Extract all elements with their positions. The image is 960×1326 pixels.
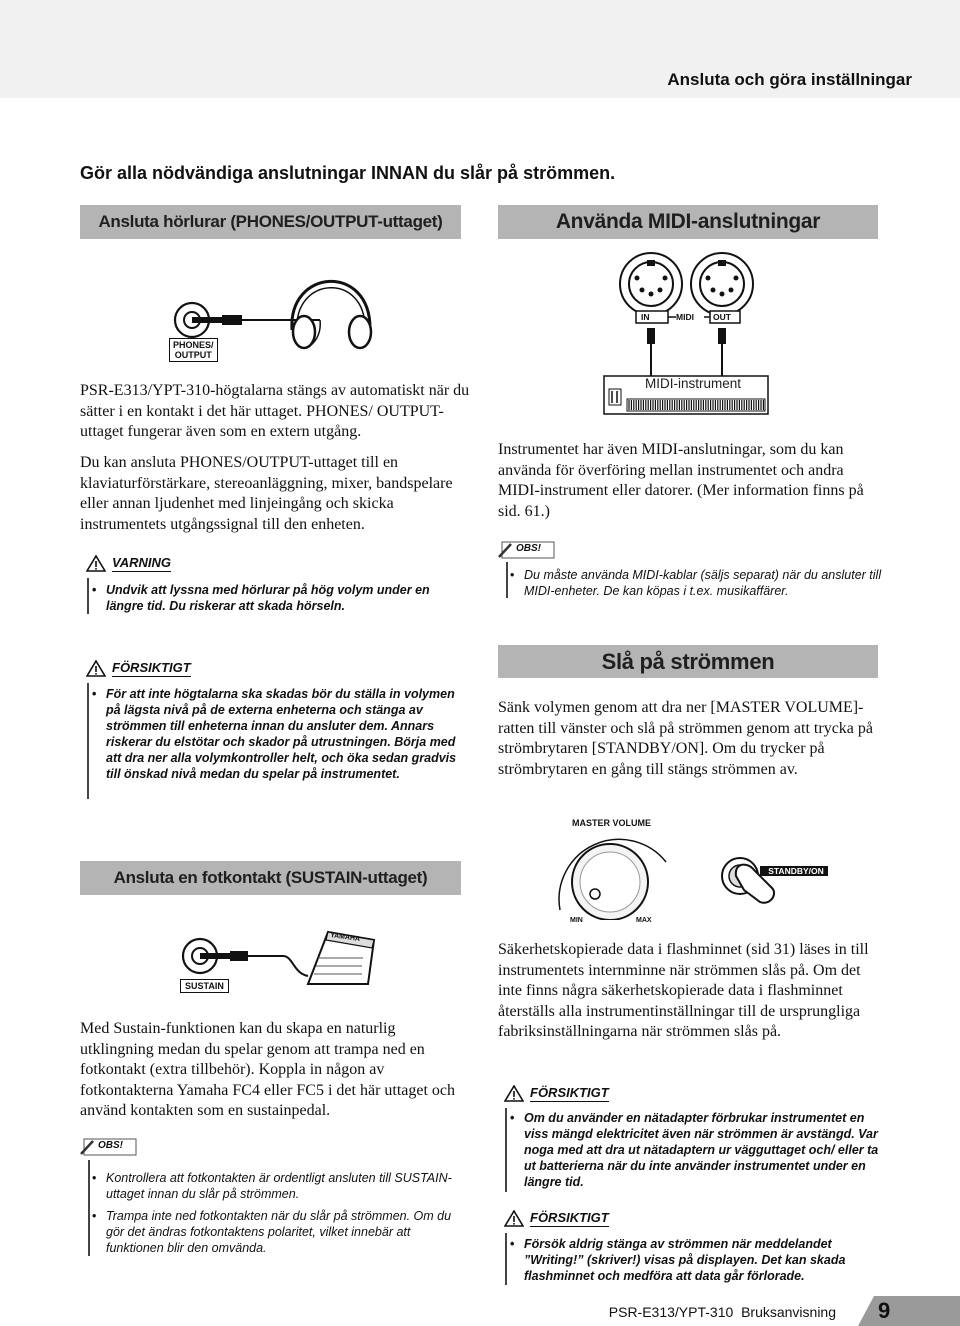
footer-manual-title: Bruksanvisning bbox=[741, 1304, 836, 1320]
warning-label: VARNING bbox=[112, 555, 171, 570]
footer-model bbox=[609, 1304, 836, 1320]
caution-heading-left bbox=[86, 660, 191, 677]
obs-item: • Kontrollera att fotkontakten är ordentligt ansluten till SUSTAIN-uttaget innan du slår på strömmen. bbox=[90, 1170, 462, 1202]
obs-label-right: OBS! bbox=[516, 543, 541, 554]
midi-in-label: IN bbox=[641, 312, 650, 322]
caution-rule-right-1 bbox=[505, 1108, 507, 1192]
warning-triangle-icon bbox=[504, 1085, 524, 1102]
caution-list-right-2 bbox=[508, 1236, 880, 1290]
power-paragraph-1: Sänk volymen genom att dra ner [MASTER VOLUME]-ratten till vänster och slå på strömmen genom att trycka på strömbrytaren [STANDBY/ON]. Om du trycker på strömbrytaren en gång till stängs strömmen av. bbox=[498, 699, 873, 778]
phones-paragraph-1: PSR-E313/YPT-310-högtalarna stängs av automatiskt när du sätter i en kontakt i det här uttaget. PHONES/ OUTPUT-uttaget fungerar även som en extern utgång. bbox=[80, 382, 470, 440]
obs-label-left: OBS! bbox=[98, 1140, 123, 1151]
obs-list-right bbox=[508, 567, 883, 605]
caution-item: • Om du använder en nätadapter förbrukar instrumentet en viss mängd elektricitet även när strömmen är avstängd. Var noga med att dra ut nätadaptern ur vägguttaget och/ eller ta ut batterierna när du inte använder instrumentet under en längre tid. bbox=[508, 1110, 880, 1190]
phones-section-heading: Ansluta hörlurar (PHONES/OUTPUT-uttaget) bbox=[80, 205, 461, 239]
power-section-heading: Slå på strömmen bbox=[498, 645, 878, 678]
warning-triangle-icon bbox=[86, 660, 106, 677]
caution-item: • För att inte högtalarna ska skadas bör du ställa in volymen på lägsta nivå på de externa enheterna och stänga av strömmen till enheterna innan du ansluter dem. Annars riskerar du elstötar och skador på utrustningen. Börja med att dra ner alla volymkontroller helt, och öka sedan gradvis till önskad nivå medan du spelar på instrumentet. bbox=[90, 686, 460, 782]
sustain-jack-label: SUSTAIN bbox=[180, 979, 229, 993]
obs-heading-left bbox=[80, 1137, 138, 1157]
obs-item: • Du måste använda MIDI-kablar (säljs separat) när du ansluter till MIDI-enheter. De kan köpas i t.ex. musikaffärer. bbox=[508, 567, 883, 599]
page-number-tab bbox=[858, 1296, 960, 1326]
min-label: MIN bbox=[570, 917, 583, 924]
midi-section-heading: Använda MIDI-anslutningar bbox=[498, 205, 878, 239]
midi-label: MIDI bbox=[676, 312, 694, 322]
caution-heading-right-2 bbox=[504, 1210, 609, 1227]
obs-heading-right bbox=[498, 540, 556, 560]
warning-rule bbox=[87, 578, 89, 614]
warning-triangle-icon bbox=[86, 555, 106, 572]
lead-instruction: Gör alla nödvändiga anslutningar INNAN du slår på strömmen. bbox=[80, 163, 616, 183]
midi-instrument-label: MIDI-instrument bbox=[645, 376, 742, 391]
phones-paragraph-2: Du kan ansluta PHONES/OUTPUT-uttaget till en klaviaturförstärkare, stereoanläggning, mixer, bandspelare eller annan ljudenhet med linjeingång och skicka instrumentets utgångssignal till den enheten. bbox=[80, 454, 453, 533]
warning-item: • Undvik att lyssna med hörlurar på hög volym under en längre tid. Du riskerar att skada hörseln. bbox=[90, 582, 460, 614]
caution-rule-left bbox=[87, 683, 89, 799]
midi-paragraph: Instrumentet har även MIDI-anslutningar, som du kan använda för överföring mellan instrumentet och andra MIDI-instrument eller datorer. (Mer information finns på sid. 61.) bbox=[498, 441, 864, 520]
obs-list-left bbox=[90, 1170, 462, 1262]
phones-jack-label-line2: OUTPUT bbox=[174, 350, 212, 360]
phones-jack-label-line1: PHONES/ bbox=[173, 340, 214, 350]
page-number: 9 bbox=[878, 1298, 891, 1323]
sustain-paragraph: Med Sustain-funktionen kan du skapa en naturlig utklingning medan du spelar genom att trampa ned en fotkontakt (extra tillbehör). Koppla in någon av fotkontakterna Yamaha FC4 eller FC5 i det här uttaget och använd kontakten som en sustainpedal. bbox=[80, 1020, 456, 1119]
caution-label-right-2: FÖRSIKTIGT bbox=[530, 1210, 609, 1225]
obs-item: • Trampa inte ned fotkontakten när du slår på strömmen. Om du gör det ändras fotkontaktens polaritet, vilket innebär att funktionen blir den omvända. bbox=[90, 1208, 462, 1256]
power-controls-illustration bbox=[540, 832, 840, 920]
pedal-brand: YAMAHA bbox=[329, 931, 361, 944]
caution-label-left: FÖRSIKTIGT bbox=[112, 660, 191, 675]
power-paragraph-2: Säkerhetskopierade data i flashminnet (sid 31) läses in till instrumentets internminne när strömmen slås på. Om det inte finns några säkerhetskopierade data i flashminnet återställs alla instrumentinställningar till de ursprungliga fabriksinställningarna när strömmen slås på. bbox=[498, 941, 869, 1040]
sustain-section-heading: Ansluta en fotkontakt (SUSTAIN-uttaget) bbox=[80, 861, 461, 895]
warning-list bbox=[90, 582, 460, 620]
caution-item: • Försök aldrig stänga av strömmen när meddelandet ”Writing!” (skriver!) visas på displayen. Det kan skada flashminnet och medföra att data går förlorade. bbox=[508, 1236, 880, 1284]
max-label: MAX bbox=[636, 917, 652, 924]
warning-triangle-icon bbox=[504, 1210, 524, 1227]
caution-list-left bbox=[90, 686, 460, 788]
phones-jack-label bbox=[169, 338, 218, 362]
midi-out-label: OUT bbox=[713, 312, 731, 322]
caution-rule-right-2 bbox=[505, 1233, 507, 1285]
master-volume-label: MASTER VOLUME bbox=[572, 818, 652, 828]
footer-model-name: PSR-E313/YPT-310 bbox=[608, 1304, 734, 1320]
header-title: Ansluta och göra inställningar bbox=[667, 70, 912, 89]
caution-label-right-1: FÖRSIKTIGT bbox=[530, 1085, 609, 1100]
warning-heading bbox=[86, 555, 171, 572]
standby-label: STANDBY/ON bbox=[768, 866, 824, 876]
caution-list-right-1 bbox=[508, 1110, 880, 1196]
caution-heading-right-1 bbox=[504, 1085, 609, 1102]
